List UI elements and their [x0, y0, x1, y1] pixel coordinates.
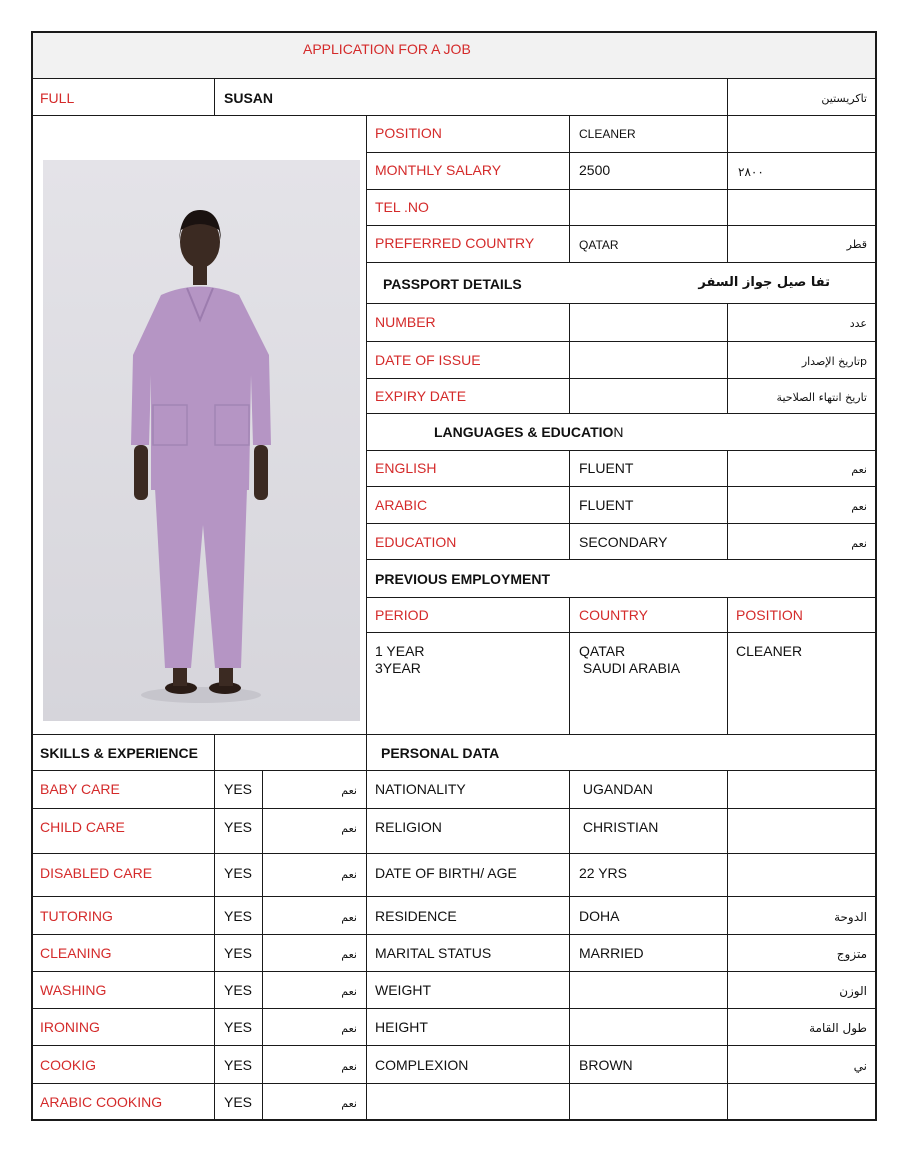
personal-value: CHRISTIAN [579, 819, 659, 835]
skill-label: WASHING [40, 982, 107, 998]
personal-arabic: ني [853, 1059, 867, 1073]
personal-value: BROWN [579, 1057, 633, 1073]
expiry-date-label: EXPIRY DATE [375, 388, 467, 404]
education-label: EDUCATION [375, 534, 457, 550]
expiry-date-arabic: تاريخ انتهاء الصلاحية [776, 391, 867, 404]
skill-arabic: نعم [341, 948, 357, 961]
passport-heading-arabic: تفا صيل جواز السفر [698, 275, 830, 290]
country-arabic: قطر [846, 238, 867, 251]
passport-number-label: NUMBER [375, 314, 436, 330]
skill-answer: YES [224, 781, 253, 797]
education-arabic: نعم [851, 537, 867, 550]
personal-arabic: طول القامة [809, 1021, 867, 1035]
skill-arabic: نعم [341, 1060, 357, 1073]
arabic-arabic: نعم [851, 500, 867, 513]
position-label: POSITION [375, 125, 442, 141]
issue-date-label: DATE OF ISSUE [375, 352, 481, 368]
skill-answer: YES [224, 945, 253, 961]
skill-arabic: نعم [341, 784, 357, 797]
personal-value: MARRIED [579, 945, 644, 961]
skill-answer: YES [224, 1057, 253, 1073]
personal-arabic: متزوج [836, 947, 867, 961]
arabic-label: ARABIC [375, 497, 428, 513]
skill-label: CLEANING [40, 945, 112, 961]
languages-heading-tail: N [613, 424, 624, 440]
employment-position: CLEANER [736, 643, 803, 659]
skill-label: DISABLED CARE [40, 865, 153, 881]
full-name-value: SUSAN [224, 90, 274, 106]
employment-col-period: PERIOD [375, 607, 429, 623]
skill-label: COOKIG [40, 1057, 97, 1073]
salary-label: MONTHLY SALARY [375, 162, 502, 178]
skill-arabic: نعم [341, 911, 357, 924]
personal-label: HEIGHT [375, 1019, 428, 1035]
languages-heading [434, 424, 624, 440]
form-title: APPLICATION FOR A JOB [303, 41, 471, 57]
personal-value: UGANDAN [579, 781, 653, 797]
employment-col-position: POSITION [736, 607, 803, 623]
skill-label: CHILD CARE [40, 819, 125, 835]
education-value: SECONDARY [579, 534, 668, 550]
personal-label: RESIDENCE [375, 908, 457, 924]
passport-number-arabic: عدد [849, 317, 867, 330]
arabic-value: FLUENT [579, 497, 634, 513]
skill-answer: YES [224, 819, 253, 835]
personal-value: 22 YRS [579, 865, 627, 881]
skill-answer: YES [224, 908, 253, 924]
employment-col-country: COUNTRY [579, 607, 648, 623]
skill-label: IRONING [40, 1019, 100, 1035]
skill-label: ARABIC COOKING [40, 1094, 163, 1110]
skills-heading: SKILLS & EXPERIENCE [40, 745, 198, 761]
position-value: CLEANER [579, 127, 636, 141]
skill-arabic: نعم [341, 985, 357, 998]
skill-arabic: نعم [341, 822, 357, 835]
applicant-photo [43, 160, 360, 721]
full-name-label: FULL [40, 90, 75, 106]
full-name-arabic: تاكريستين [821, 92, 867, 105]
personal-heading: PERSONAL DATA [381, 745, 500, 761]
skill-arabic: نعم [341, 1097, 357, 1110]
salary-value: 2500 [579, 162, 611, 178]
country-label: PREFERRED COUNTRY [375, 235, 535, 251]
issue-date-arabic: pتاريخ الإصدار [801, 355, 867, 368]
country-value: QATAR [579, 238, 619, 252]
skill-arabic: نعم [341, 868, 357, 881]
skill-arabic: نعم [341, 1022, 357, 1035]
passport-heading: PASSPORT DETAILS [383, 276, 522, 292]
personal-label: DATE OF BIRTH/ AGE [375, 865, 517, 881]
skill-answer: YES [224, 1019, 253, 1035]
skill-answer: YES [224, 865, 253, 881]
personal-label: COMPLEXION [375, 1057, 469, 1073]
english-label: ENGLISH [375, 460, 437, 476]
personal-arabic: الوزن [839, 984, 867, 998]
employment-country: QATAR SAUDI ARABIA [579, 643, 681, 676]
skill-answer: YES [224, 1094, 253, 1110]
personal-label: MARITAL STATUS [375, 945, 492, 961]
salary-arabic: ٢٨٠٠ [738, 165, 764, 179]
skill-label: TUTORING [40, 908, 113, 924]
english-arabic: نعم [851, 463, 867, 476]
skill-answer: YES [224, 982, 253, 998]
personal-label: RELIGION [375, 819, 442, 835]
languages-heading-text: LANGUAGES & EDUCATIO [434, 424, 614, 440]
personal-label: NATIONALITY [375, 781, 466, 797]
employment-heading: PREVIOUS EMPLOYMENT [375, 571, 551, 587]
tel-label: TEL .NO [375, 199, 429, 215]
personal-label: WEIGHT [375, 982, 431, 998]
personal-value: DOHA [579, 908, 620, 924]
personal-arabic: الدوحة [834, 910, 867, 924]
skill-label: BABY CARE [40, 781, 120, 797]
english-value: FLUENT [579, 460, 634, 476]
employment-period: 1 YEAR 3YEAR [375, 643, 425, 676]
